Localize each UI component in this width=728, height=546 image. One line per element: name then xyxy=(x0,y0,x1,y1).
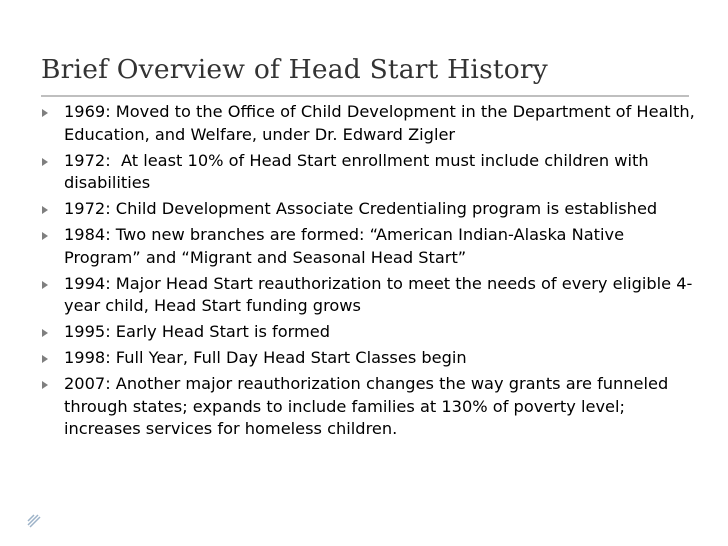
triangle-bullet-icon xyxy=(42,281,48,289)
triangle-bullet-icon xyxy=(42,232,48,240)
bullet-text: 1984: Two new branches are formed: “American Indian-Alaska Native Program” and “Migrant and Seasonal Head Start” xyxy=(64,224,630,267)
triangle-bullet-icon xyxy=(42,109,48,117)
bullet-text: 2007: Another major reauthorization changes the way grants are funneled through states; expands to include families at 130% of poverty level; increases services for homeless children. xyxy=(64,373,674,439)
triangle-bullet-icon xyxy=(42,381,48,389)
triangle-bullet-icon xyxy=(42,355,48,363)
bullet-item xyxy=(42,273,702,319)
bullet-item xyxy=(42,198,702,221)
bullet-text: 1972: Child Development Associate Credentialing program is established xyxy=(64,199,658,219)
bullet-item xyxy=(42,101,702,147)
bullet-list xyxy=(42,101,702,444)
bullet-item xyxy=(42,150,702,196)
bullet-text: 1972: At least 10% of Head Start enrollment must include children with disabilities xyxy=(64,150,654,193)
triangle-bullet-icon xyxy=(42,158,48,166)
bullet-item xyxy=(42,321,702,344)
bullet-text: 1994: Major Head Start reauthorization to meet the needs of every eligible 4-year child, Head Start funding grows xyxy=(64,273,693,316)
bullet-item xyxy=(42,373,702,441)
title-divider xyxy=(41,95,689,97)
bullet-item xyxy=(42,347,702,370)
triangle-bullet-icon xyxy=(42,206,48,214)
bullet-text: 1995: Early Head Start is formed xyxy=(64,322,331,342)
corner-stripes-icon xyxy=(27,514,41,528)
bullet-text: 1998: Full Year, Full Day Head Start Classes begin xyxy=(64,347,467,367)
slide-title: Brief Overview of Head Start History xyxy=(41,54,548,85)
bullet-item xyxy=(42,224,702,270)
bullet-text: 1969: Moved to the Office of Child Development in the Department of Health, Education, and Welfare, under Dr. Edward Zigler xyxy=(64,102,700,144)
triangle-bullet-icon xyxy=(42,329,48,337)
